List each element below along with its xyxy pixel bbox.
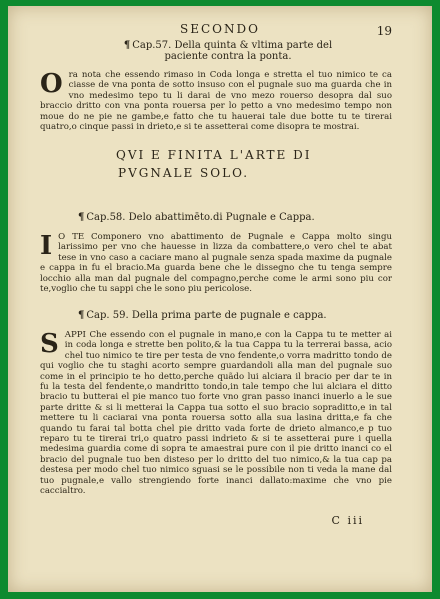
chapter-59-heading: [78, 310, 327, 321]
paragraph-57: [40, 70, 392, 132]
drop-initial: I: [40, 231, 53, 261]
drop-initial: S: [40, 329, 59, 359]
drop-initial: O: [40, 69, 63, 99]
chapter-59-title: Cap. 59. Della prima parte de pugnale e cappa.: [86, 310, 327, 321]
chapter-58-heading: [78, 212, 315, 223]
pilcrow-icon: ¶: [78, 310, 85, 321]
signature-mark: C iii: [331, 514, 364, 527]
paragraph-58: [40, 232, 392, 294]
finis-heading: [116, 146, 336, 182]
finis-line1: QVI E FINITA L'ARTE DI: [116, 148, 312, 162]
finis-line2: PVGNALE SOLO.: [118, 166, 250, 180]
chapter-57-heading: [78, 40, 378, 62]
chapter-57-title-line2: paciente contra la ponta.: [164, 51, 292, 62]
paragraph-59-text: APPI Che essendo con el pugnale in mano,e con la Cappa tu te metter ai in coda longa e strette ben polito,& la tua Cappa tu la terrerai bassa, acio chel tuo nimico te tire per testa de vno fendente,o vorra madritto tondo de qui voglio che tu staghi acorto sempre guardandoli alla man del pugnale suo come in el principio te ho detto,perche quãdo lui alciara il bracio per dar te in fu la testa del fendente,o mandritto tondo,in tale tempo che lui alciara el ditto bracio tu butterai el pie manco tuo forte vno gran passo inanci inuerlo a le sue parte dritte & si li metterai la Cappa tua sotto el suo bracio sopraditto,e in tal mettere tu li caciarai vna ponta rouersa sotto alla sua lasina dritta,e fa che quando tu farai tal botta chel pie dritto vada forte de drieto almanco,e p tuo reparo tu te tirerai tri,o quatro passi indrieto & si te assetterai pure i quella medesima guardia come di sopra te amaestrai pure con il pie dritto inanci co el bracio del pugnale tuo ben disteso per lo dritto del tuo nimico,& la tua cap pa destesa per modo chel tuo nimico sguasi se le possibile non ti veda la mane dal tuo pugnale,e vallo strengiendo forte inanci dallato:maxime che vno pie caccialtro.: [40, 330, 392, 497]
running-title: SECONDO: [180, 22, 260, 36]
pilcrow-icon: ¶: [78, 212, 85, 223]
book-page: [8, 6, 432, 592]
paragraph-57-text: ra nota che essendo rimaso in Coda longa e stretta el tuo nimico te ca ciasse de vna ponta de sotto insuso con el pugnale suo ma guarda che in vno medesimo tepo tu li darai de vno mezo rouerso desopra dal suo braccio dritto con vna ponta rouersa per lo petto a vno medesimo tempo non moue do ne pie ne gambe,e fatto che tu hauerai tale due botte tu te tirerai quatro,o cinque passi in drieto,e si te assetterai come disopra te mostrai.: [40, 70, 392, 133]
chapter-58-title: Cap.58. Delo abattimēto.di Pugnale e Cappa.: [86, 212, 315, 223]
page-number: 19: [376, 24, 392, 38]
paragraph-58-text: O TE Componero vno abattimento de Pugnale e Cappa molto singu larissimo per vno che hauesse in lizza da combattere,o vero chel te abat tese in vno caso a caciare mano al pugnale senza spada maxime da pugnale e cappa in fu el bracio.Ma guarda bene che le dissegno che tu tenga sempre locchio alla man dal pugnale del compagno,perche come le armi sono piu cor te,voglio che tu sappi che le sono piu pericolose.: [40, 232, 392, 295]
chapter-57-title-line1: Cap.57. Della quinta & vltima parte del: [132, 40, 333, 51]
pilcrow-icon: ¶: [123, 40, 131, 51]
paragraph-59: [40, 330, 392, 497]
